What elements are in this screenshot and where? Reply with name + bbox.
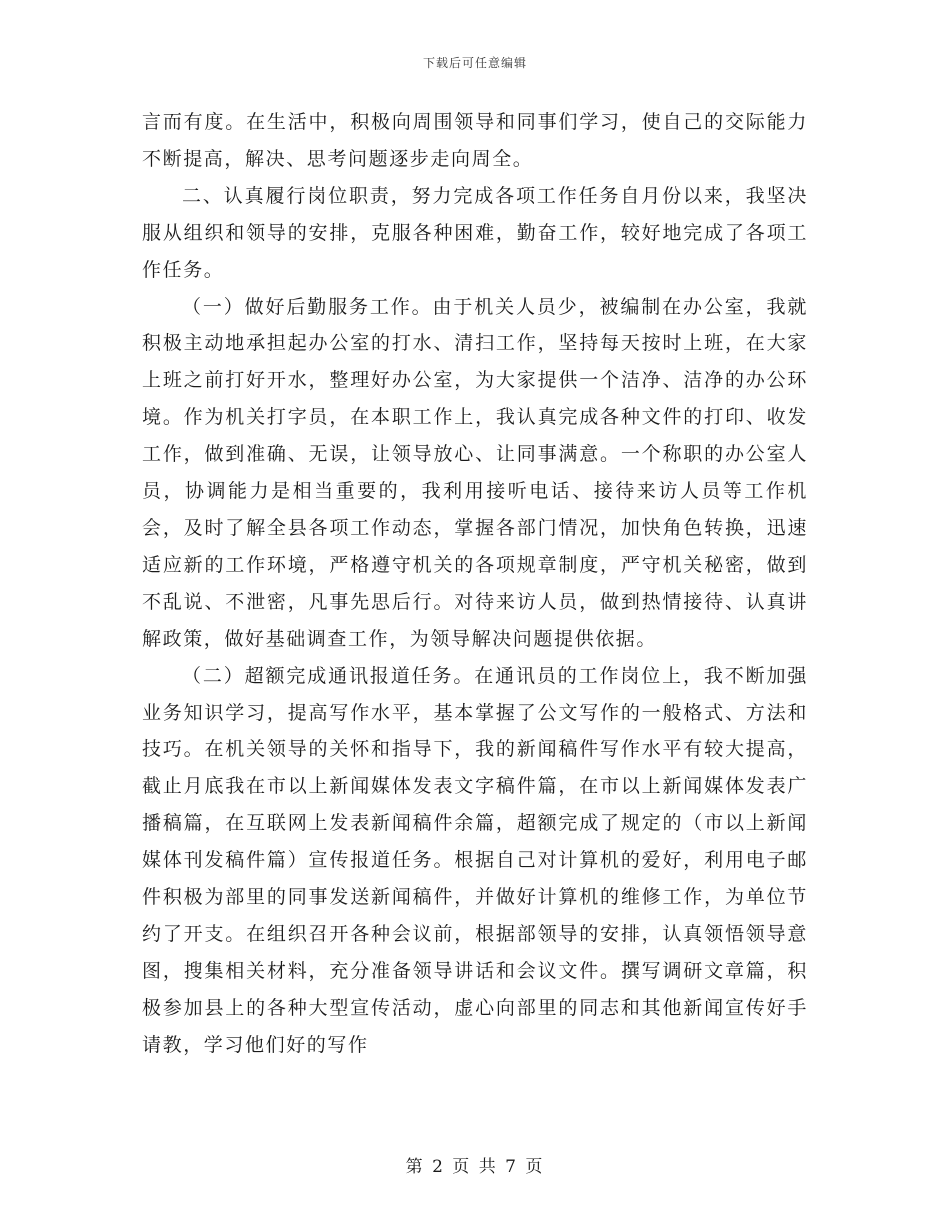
paragraph-4: （二）超额完成通讯报道任务。在通讯员的工作岗位上，我不断加强业务知识学习，提高写作水平，基本掌握了公文写作的一般格式、方法和技巧。在机关领导的关怀和指导下，我的新闻稿件写作水平有较大提高，截止月底我在市以上新闻媒体发表文字稿件篇，在市以上新闻媒体发表广播稿篇，在互联网上发表新闻稿件余篇，超额完成了规定的（市以上新闻媒体刊发稿件篇）宣传报道任务。根据自己对计算机的爱好，利用电子邮件积极为部里的同事发送新闻稿件，并做好计算机的维修工作，为单位节约了开支。在组织召开各种会议前，根据部领导的安排，认真领悟领导意图，搜集相关材料，充分准备领导讲话和会议文件。撰写调研文章篇，积极参加县上的各种大型宣传活动，虚心向部里的同志和其他新闻宣传好手请教，学习他们好的写作: [142, 664, 808, 1056]
paragraph-1: 言而有度。在生活中，积极向周围领导和同事们学习，使自己的交际能力不断提高，解决、思考问题逐步走向周全。: [142, 111, 808, 170]
page-header: 下载后可任意编辑: [422, 56, 527, 70]
page-number: 第 2 页 共 7 页: [405, 1157, 545, 1177]
document-body: [142, 104, 808, 1064]
paragraph-3: （一）做好后勤服务工作。由于机关人员少，被编制在办公室，我就积极主动地承担起办公室的打水、清扫工作，坚持每天按时上班，在大家上班之前打好开水，整理好办公室，为大家提供一个洁净、洁净的办公环境。作为机关打字员，在本职工作上，我认真完成各种文件的打印、收发工作，做到准确、无误，让领导放心、让同事满意。一个称职的办公室人员，协调能力是相当重要的，我利用接听电话、接待来访人员等工作机会，及时了解全县各项工作动态，掌握各部门情况，加快角色转换，迅速适应新的工作环境，严格遵守机关的各项规章制度，严守机关秘密，做到不乱说、不泄密，凡事先思后行。对待来访人员，做到热情接待、认真讲解政策，做好基础调查工作，为领导解决问题提供依据。: [142, 295, 808, 650]
paragraph-2: 二、认真履行岗位职责，努力完成各项工作任务自月份以来，我坚决服从组织和领导的安排，克服各种困难，勤奋工作，较好地完成了各项工作任务。: [142, 184, 808, 281]
